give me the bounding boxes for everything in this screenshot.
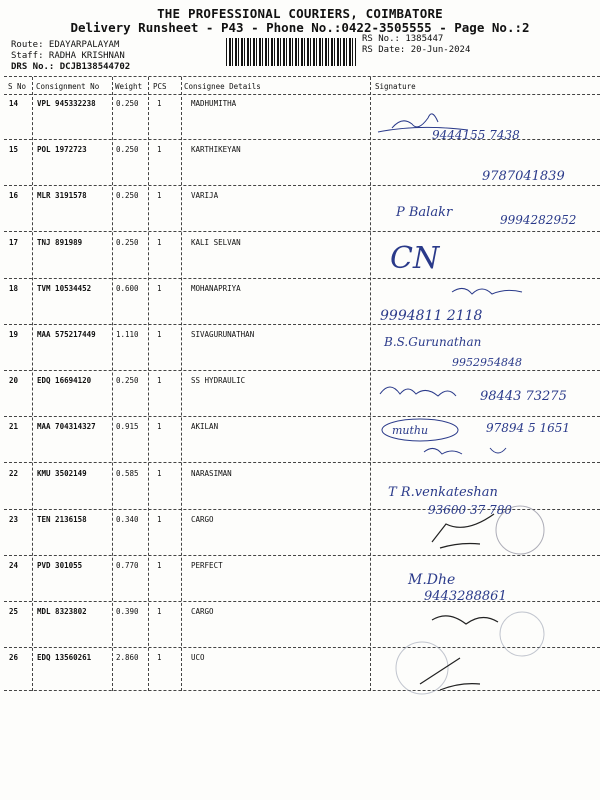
consignment-no: KMU 3502149	[37, 468, 87, 478]
consignment-no: VPL 945332238	[37, 99, 96, 108]
table-row	[0, 653, 600, 699]
weight: 0.250	[116, 237, 139, 247]
consignment-no: MAA 704314327	[37, 422, 96, 432]
pcs: 1	[157, 237, 162, 247]
signature-phone: 98443 73275	[480, 389, 567, 404]
weight: 0.585	[116, 468, 139, 478]
weight: 0.250	[116, 376, 139, 386]
consignment-no: MDL 8323802	[37, 607, 87, 617]
signature-phone: 9994811 2118	[380, 308, 483, 324]
signature-name: P Balakr	[396, 205, 453, 220]
company-title: THE PROFESSIONAL COURIERS, COIMBATORE	[157, 6, 443, 21]
signature-name: B.S.Gurunathan	[384, 335, 482, 349]
row-divider	[4, 324, 600, 325]
pcs: 1	[157, 99, 162, 108]
consignment-no: PVD 301055	[37, 561, 83, 570]
row-sno: 25	[9, 607, 19, 617]
weight: 0.390	[116, 607, 139, 617]
consignee-name: SS HYDRAULIC	[191, 376, 246, 386]
consignment-no: EDQ 13560261	[37, 653, 92, 663]
pcs: 1	[157, 514, 162, 524]
consignee-name: PERFECT	[191, 561, 223, 570]
pcs: 1	[157, 561, 162, 570]
weight: 0.770	[116, 561, 139, 570]
column-header-signature: Signature	[375, 82, 416, 91]
row-sno: 15	[9, 145, 19, 155]
pcs: 1	[157, 330, 162, 339]
pcs: 1	[157, 376, 162, 386]
staff-label: Staff: RADHA KRISHNAN	[11, 51, 125, 61]
pcs: 1	[157, 653, 162, 663]
row-sno: 21	[9, 422, 19, 432]
drs-number: DRS No.: DCJB138544702	[11, 62, 131, 72]
row-divider	[4, 139, 600, 140]
row-divider	[4, 416, 600, 417]
consignment-no: MAA 575217449	[37, 330, 96, 339]
consignee-name: CARGO	[191, 514, 214, 524]
row-divider	[4, 278, 600, 279]
weight: 0.250	[116, 99, 139, 108]
column-header-sno: S No	[8, 82, 27, 91]
row-sno: 23	[9, 514, 19, 524]
column-header-weight: Weight	[115, 82, 143, 91]
runsheet-info	[362, 34, 470, 56]
row-sno: 16	[9, 191, 19, 201]
column-header-pcs: PCS	[153, 82, 167, 91]
row-divider	[4, 231, 600, 232]
row-divider	[4, 370, 600, 371]
row-divider	[4, 509, 600, 510]
consignee-name: VARIJA	[191, 191, 219, 201]
pcs: 1	[157, 191, 162, 201]
consignment-no: TNJ 891989	[37, 237, 83, 247]
row-divider	[4, 555, 600, 556]
signature-phone: 9994282952	[500, 213, 577, 227]
consignment-no: MLR 3191578	[37, 191, 87, 201]
consignee-name: NARASIMAN	[191, 468, 232, 478]
consignee-name: MADHUMITHA	[191, 99, 237, 108]
pcs: 1	[157, 283, 162, 293]
signature-name: M.Dhe	[408, 572, 456, 588]
signature-name: T R.venkateshan	[388, 485, 498, 500]
row-sno: 24	[9, 561, 19, 570]
route-info	[11, 40, 130, 73]
signature-name: muthu	[392, 424, 429, 437]
column-header-consignee: Consignee Details	[184, 82, 261, 91]
row-divider	[4, 601, 600, 602]
row-sno: 17	[9, 237, 19, 247]
consignee-name: UCO	[191, 653, 205, 663]
consignment-no: TVM 10534452	[37, 283, 92, 293]
consignment-no: TEN 2136158	[37, 514, 87, 524]
weight: 1.110	[116, 330, 139, 339]
consignee-name: KARTHIKEYAN	[191, 145, 241, 155]
route-label: Route: EDAYARPALAYAM	[11, 40, 120, 50]
row-sno: 20	[9, 376, 19, 386]
row-divider	[4, 647, 600, 648]
signature-phone: 97894 5 1651	[486, 421, 570, 435]
pcs: 1	[157, 145, 162, 155]
weight: 2.860	[116, 653, 139, 663]
pcs: 1	[157, 422, 162, 432]
table-top-rule	[4, 76, 600, 77]
consignee-name: MOHANAPRIYA	[191, 283, 241, 293]
signature-phone: 9443288861	[424, 589, 507, 604]
row-sno: 26	[9, 653, 19, 663]
signature-phone: 9787041839	[482, 169, 565, 184]
signature-phone: 93600 37 780	[428, 503, 512, 517]
rs-number: RS No.: 1385447	[362, 34, 444, 44]
row-divider	[4, 462, 600, 463]
consignee-name: SIVAGURUNATHAN	[191, 330, 255, 339]
consignment-no: EDQ 16694120	[37, 376, 92, 386]
row-sno: 18	[9, 283, 19, 293]
runsheet-title: Delivery Runsheet - P43 - Phone No.:0422-3505555 - Page No.:2	[70, 20, 530, 35]
weight: 0.915	[116, 422, 139, 432]
weight: 0.250	[116, 145, 139, 155]
header-rule	[4, 94, 600, 95]
column-header-consignment: Consignment No	[36, 82, 100, 91]
consignee-name: KALI SELVAN	[191, 237, 241, 247]
signature-phone: 9952954848	[452, 356, 522, 369]
row-sno: 14	[9, 99, 19, 108]
pcs: 1	[157, 607, 162, 617]
row-sno: 22	[9, 468, 19, 478]
barcode	[226, 38, 356, 66]
consignee-name: CARGO	[191, 607, 214, 617]
weight: 0.340	[116, 514, 139, 524]
row-divider	[4, 185, 600, 186]
consignment-no: POL 1972723	[37, 145, 87, 155]
pcs: 1	[157, 468, 162, 478]
weight: 0.250	[116, 191, 139, 201]
signature-initials: CN	[390, 241, 440, 276]
row-sno: 19	[9, 330, 19, 339]
rs-date: RS Date: 20-Jun-2024	[362, 45, 471, 55]
signature-phone: 9444155 7438	[432, 128, 520, 142]
consignee-name: AKILAN	[191, 422, 219, 432]
weight: 0.600	[116, 283, 139, 293]
